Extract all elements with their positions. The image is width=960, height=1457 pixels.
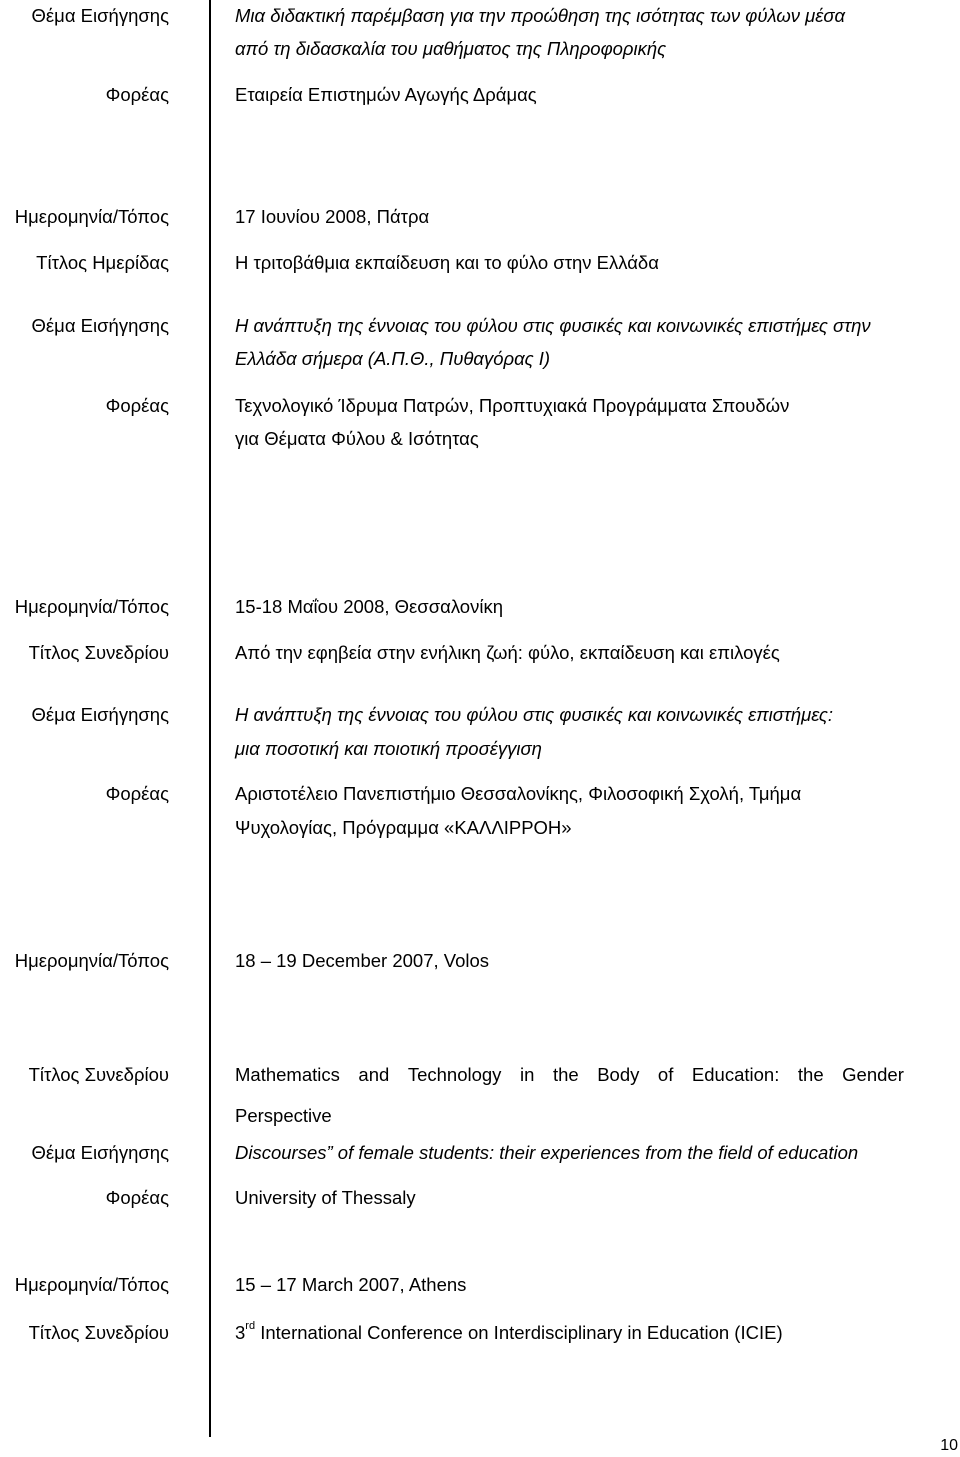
theme-value-line2: μια ποσοτική και ποιοτική προσέγγιση (235, 738, 542, 759)
title-word: of (657, 1064, 674, 1085)
theme-value-line2: από τη διδασκαλία του μαθήματος της Πληροφορικής (235, 38, 667, 59)
title-rest: International Conference on Interdisciplinary in Education (ICIE) (255, 1322, 783, 1343)
title-word: Body (597, 1064, 640, 1085)
title-word: Education: (691, 1064, 780, 1085)
date-place-label: Ημερομηνία/Τόπος (14, 1274, 169, 1295)
date-place-value: 17 Ιουνίου 2008, Πάτρα (235, 206, 430, 227)
title-word: and (358, 1064, 390, 1085)
organization-value-line2: Ψυχολογίας, Πρόγραμμα «ΚΑΛΛΙΡΡΟΗ» (235, 817, 572, 838)
title-label: Τίτλος Ημερίδας (36, 252, 169, 273)
title-word: the (797, 1064, 824, 1085)
organization-value: Εταιρεία Επιστημών Αγωγής Δράμας (235, 84, 537, 105)
organization-value-line2: για Θέματα Φύλου & Ισότητας (235, 428, 479, 449)
organization-label: Φορέας (105, 1187, 169, 1208)
date-place-label: Ημερομηνία/Τόπος (14, 596, 169, 617)
title-word: Technology (407, 1064, 502, 1085)
organization-value-line1: Αριστοτέλειο Πανεπιστήμιο Θεσσαλονίκης, Φιλοσοφική Σχολή, Τμήμα (235, 783, 802, 804)
date-place-value: 15 – 17 March 2007, Athens (235, 1274, 467, 1295)
date-place-label: Ημερομηνία/Τόπος (14, 206, 169, 227)
theme-label: Θέμα Εισήγησης (31, 704, 169, 725)
title-value: Η τριτοβάθμια εκπαίδευση και το φύλο στην Ελλάδα (235, 252, 659, 273)
title-word: the (552, 1064, 579, 1085)
title-word: in (519, 1064, 535, 1085)
theme-label: Θέμα Εισήγησης (31, 1142, 169, 1163)
date-place-value: 15-18 Μαΐου 2008, Θεσσαλονίκη (235, 596, 503, 617)
title-value-line2: Perspective (235, 1105, 332, 1126)
theme-label: Θέμα Εισήγησης (31, 315, 169, 336)
column-divider (209, 0, 211, 1437)
organization-label: Φορέας (105, 395, 169, 416)
organization-value: University of Thessaly (235, 1187, 416, 1208)
organization-value-line1: Τεχνολογικό Ίδρυμα Πατρών, Προπτυχιακά Προγράμματα Σπουδών (235, 395, 790, 416)
theme-value: Discourses” of female students: their experiences from the field of education (235, 1142, 859, 1163)
organization-label: Φορέας (105, 84, 169, 105)
title-value: Από την εφηβεία στην ενήλικη ζωή: φύλο, εκπαίδευση και επιλογές (235, 642, 780, 663)
theme-value-line1: Μια διδακτική παρέμβαση για την προώθηση της ισότητας των φύλων μέσα (235, 5, 846, 26)
title-label: Τίτλος Συνεδρίου (28, 642, 169, 663)
ordinal-number: 3 (235, 1322, 246, 1343)
theme-value-line2: Ελλάδα σήμερα (Α.Π.Θ., Πυθαγόρας Ι) (235, 348, 551, 369)
title-word: Mathematics (235, 1064, 340, 1085)
theme-label: Θέμα Εισήγησης (31, 5, 169, 26)
organization-label: Φορέας (105, 783, 169, 804)
ordinal-suffix: rd (245, 1319, 256, 1332)
date-place-label: Ημερομηνία/Τόπος (14, 950, 169, 971)
title-value (235, 1321, 783, 1345)
theme-value-line1: Η ανάπτυξη της έννοιας του φύλου στις φυσικές και κοινωνικές επιστήμες: (235, 704, 834, 725)
page-number: 10 (940, 1437, 958, 1454)
title-word: Gender (842, 1064, 904, 1085)
title-label: Τίτλος Συνεδρίου (28, 1064, 169, 1085)
title-value-line1 (235, 1063, 904, 1087)
title-label: Τίτλος Συνεδρίου (28, 1322, 169, 1343)
theme-value-line1: Η ανάπτυξη της έννοιας του φύλου στις φυσικές και κοινωνικές επιστήμες στην (235, 315, 871, 336)
date-place-value: 18 – 19 December 2007, Volos (235, 950, 490, 971)
